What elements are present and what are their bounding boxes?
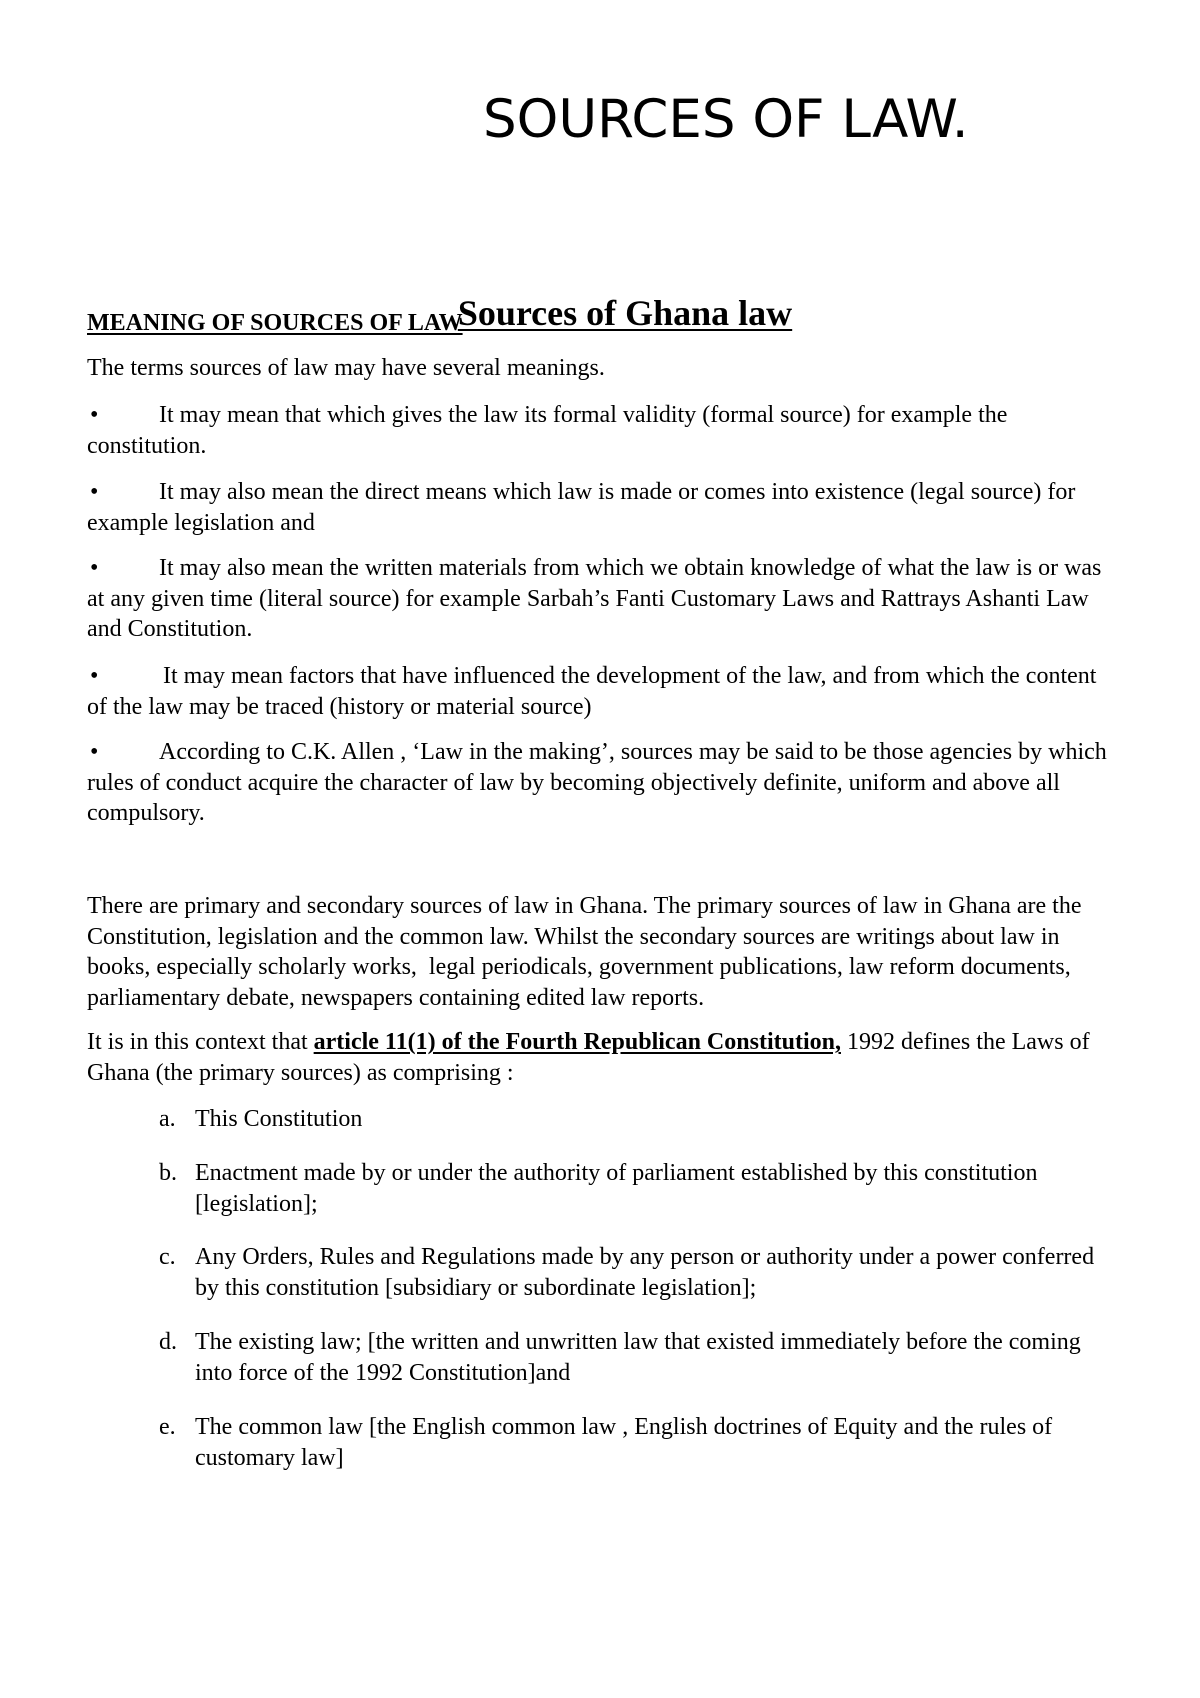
list-item-line: of the law may be traced (history or material source) bbox=[87, 693, 592, 720]
paragraph-line: books, especially scholarly works, legal periodicals, government publications, law reform documents, bbox=[87, 954, 1071, 980]
list-item-line: at any given time (literal source) for example Sarbah’s Fanti Customary Laws and Rattrays Ashanti Law bbox=[87, 585, 1089, 612]
paragraph-line bbox=[87, 1027, 1090, 1058]
list-item-line: It may mean that which gives the law its formal validity (formal source) for example the bbox=[159, 402, 1008, 428]
list-item-line: The common law [the English common law , English doctrines of Equity and the rules of bbox=[195, 1414, 1053, 1440]
list-marker: e. bbox=[159, 1414, 176, 1440]
list-item-line: compulsory. bbox=[87, 800, 205, 826]
paragraph-line: Constitution, legislation and the common law. Whilst the secondary sources are writings about law in bbox=[87, 923, 1060, 950]
list-item-line: It may mean factors that have influenced the development of the law, and from which the content bbox=[163, 663, 1097, 689]
list-item-line: Any Orders, Rules and Regulations made by any person or authority under a power conferred bbox=[195, 1244, 1095, 1270]
list-item-line: The existing law; [the written and unwritten law that existed immediately before the coming bbox=[195, 1329, 1081, 1355]
list-item-line: [legislation]; bbox=[195, 1190, 318, 1217]
list-item-line: by this constitution [subsidiary or subordinate legislation]; bbox=[195, 1274, 757, 1301]
document-title: SOURCES OF LAW. bbox=[483, 89, 969, 150]
bullet-marker: • bbox=[90, 479, 99, 505]
list-item-line: It may also mean the written materials from which we obtain knowledge of what the law is or was bbox=[159, 555, 1102, 581]
list-item-line: This Constitution bbox=[195, 1106, 363, 1132]
list-marker: b. bbox=[159, 1160, 177, 1186]
list-item-line: According to C.K. Allen , ‘Law in the making’, sources may be said to be those agencies by which bbox=[159, 739, 1107, 765]
section-heading: MEANING OF SOURCES OF LAW bbox=[87, 310, 463, 336]
list-marker: d. bbox=[159, 1329, 177, 1355]
list-item-line: rules of conduct acquire the character of law by becoming objectively definite, uniform and above all bbox=[87, 769, 1060, 796]
list-marker: c. bbox=[159, 1244, 176, 1270]
list-item-line: example legislation and bbox=[87, 509, 315, 536]
bullet-marker: • bbox=[90, 555, 99, 581]
bullet-marker: • bbox=[90, 402, 99, 428]
list-item-line: customary law] bbox=[195, 1444, 344, 1471]
intro-paragraph: The terms sources of law may have several meanings. bbox=[87, 355, 605, 381]
paragraph-line: parliamentary debate, newspapers containing edited law reports. bbox=[87, 984, 705, 1011]
list-marker: a. bbox=[159, 1106, 176, 1132]
paragraph-line: There are primary and secondary sources of law in Ghana. The primary sources of law in Ghana are the bbox=[87, 893, 1082, 919]
heading-text: Sources of Ghana law bbox=[457, 293, 793, 333]
context-text-before: It is in this context that bbox=[87, 1029, 314, 1055]
bullet-marker: • bbox=[90, 739, 99, 765]
bullet-marker: • bbox=[90, 663, 99, 689]
list-item-line: Enactment made by or under the authority of parliament established by this constitution bbox=[195, 1160, 1038, 1186]
paragraph-line: Ghana (the primary sources) as comprising : bbox=[87, 1059, 514, 1086]
article-reference: article 11(1) of the Fourth Republican Constitution, bbox=[313, 1029, 841, 1055]
context-text-after: 1992 defines the Laws of bbox=[840, 1029, 1090, 1055]
list-item-line: It may also mean the direct means which law is made or comes into existence (legal source) for bbox=[159, 479, 1076, 505]
list-item-line: constitution. bbox=[87, 432, 207, 459]
list-item-line: into force of the 1992 Constitution]and bbox=[195, 1359, 571, 1386]
list-item-line: and Constitution. bbox=[87, 616, 253, 642]
